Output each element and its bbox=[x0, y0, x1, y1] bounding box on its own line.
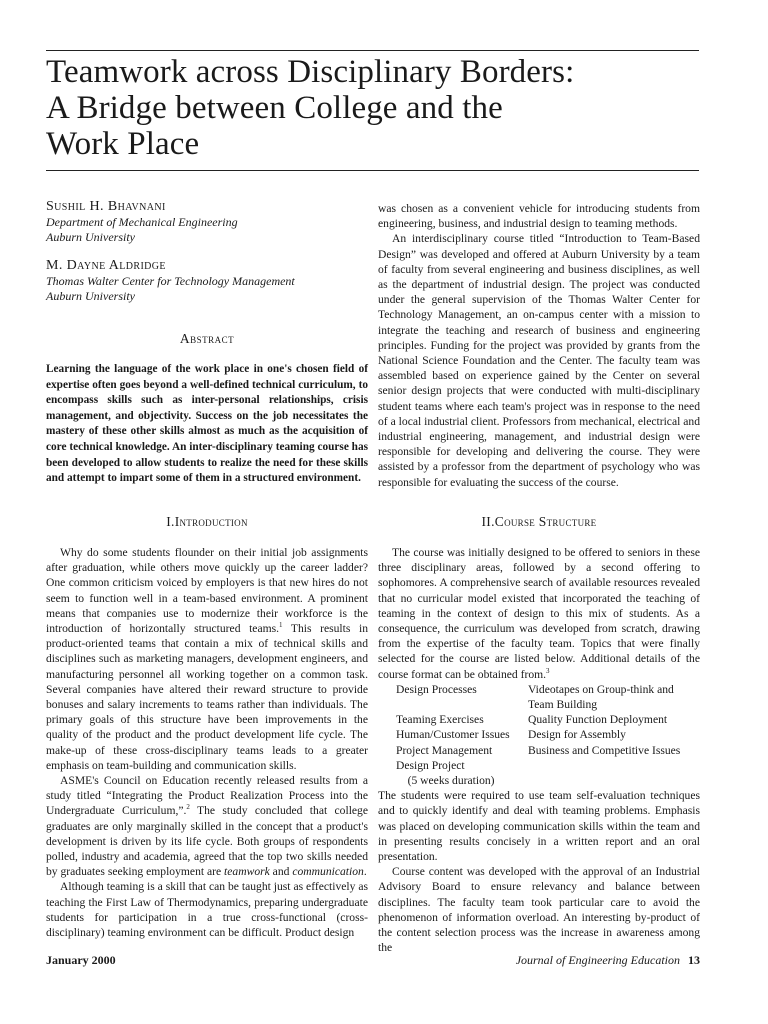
author-name: Sushil H. Bhavnani bbox=[46, 199, 166, 214]
top-rule bbox=[46, 50, 699, 51]
right-column-intro bbox=[378, 201, 700, 490]
title-line-2: A Bridge between College and the bbox=[46, 90, 503, 126]
footer-date: January 2000 bbox=[46, 953, 116, 967]
reference-marker[interactable]: 2 bbox=[186, 803, 190, 812]
section-body-course-structure bbox=[378, 545, 700, 955]
paragraph-text: The course was initially designed to be offered to seniors in these three disciplinary areas, followed by a second offering to sophomores. A comprehensive search of available resources revealed that no curricular model existed that incorporated the teaching of teaming in the context of design to this mix of students. As a consequence, the curriculum was developed from scratch, drawing from the expertise of the faculty team. Topics that were finally selected for the course are listed below. Additional details of the course format can be obtained from. bbox=[378, 546, 700, 681]
topic: (5 weeks duration) bbox=[396, 774, 495, 788]
topic: Human/Customer Issues bbox=[396, 728, 510, 742]
footer-journal bbox=[516, 953, 700, 968]
section-heading-course-structure bbox=[378, 514, 700, 530]
topic: Design for Assembly bbox=[528, 728, 626, 742]
author-department: Department of Mechanical Engineering bbox=[46, 215, 238, 229]
paragraph: An interdisciplinary course titled “Introduction to Team-Based Design” was developed and offered at Auburn University by a team of faculty from several engineering and business disciplines, as well as the department of industrial design. The project was conducted under the general supervision of the Thomas Walter Center for Technology Management, an on-campus center with a mission to integrate the teaching and research of business and engineering principles. Funding for the project was provided by grants from the National Science Foundation and the Center. The faculty team was assembled based on experience gained by the Center on several senior design projects that were conducted with multi-disciplinary student teams where each team's project was in response to the need of a local industrial client. Professors from mechanical, electrical and industrial engineering, management, and industrial design were responsible for developing and delivering the course. They were assisted by a professor from the department of psychology who was responsible for evaluating the success of the course. bbox=[378, 232, 700, 489]
paragraph-text: This results in product-oriented teams that contain a mix of technical skills and disciplines such as marketing managers, development engineers, and manufacturing personnel all working together on a common task. Several companies have altered their reward structure to provide bonuses and salary increments to teams rather than individuals. The primary goals of this structure have been improvements in the quality of the product and the product development life cycle. The make-up of these cross-disciplinary teams leads to a greater emphasis on team-building and communication skills. bbox=[46, 622, 368, 772]
list-item bbox=[396, 727, 700, 742]
topic: Design Project bbox=[396, 758, 465, 772]
paragraph: The students were required to use team self-evaluation techniques and to quickly identify and deal with teaming problems. Emphasis was placed on developing communication skills within the team and in presenting results concisely in a written report and an oral presentation. bbox=[378, 789, 700, 864]
emphasis: communication bbox=[292, 865, 364, 879]
topic: Teaming Exercises bbox=[396, 713, 484, 727]
list-item bbox=[396, 758, 700, 773]
list-item bbox=[396, 682, 700, 697]
topic: Design Processes bbox=[396, 682, 477, 696]
section-heading-introduction bbox=[46, 514, 368, 530]
title-line-1: Teamwork across Disciplinary Borders: bbox=[46, 54, 575, 90]
section-title: Introduction bbox=[174, 514, 248, 529]
author-name: M. Dayne Aldridge bbox=[46, 258, 166, 273]
paragraph-text: The study concluded that college graduates are only marginally skilled in the concept that a product's development is driven by its life cycle. Both groups of respondents polled, industry and academia, agreed that the top two skills needed by graduates seeking employment are bbox=[46, 804, 369, 879]
left-column bbox=[46, 198, 368, 487]
paragraph-text: . bbox=[363, 865, 367, 879]
abstract-text: Learning the language of the work place in one's chosen field of expertise often goes beyond a well-defined technical curriculum, to encompass skills such as inter-personal relationships, crisis management, and objectivity. Success on the job necessitates the mastery of these other skills almost as much as the acquisition of core technical knowledge. An inter-disciplinary teaming course has been developed to allow students to realize the need for these skills and attempt to impart some of them in a structured environment. bbox=[46, 363, 368, 485]
section-number: II. bbox=[481, 514, 495, 529]
paragraph-text: and bbox=[269, 865, 293, 879]
list-item bbox=[396, 697, 700, 712]
title-line-3: Work Place bbox=[46, 126, 200, 162]
topic: Team Building bbox=[528, 698, 598, 712]
list-item bbox=[396, 773, 700, 788]
topic: Videotapes on Group-think and bbox=[528, 682, 674, 696]
topic: Business and Competitive Issues bbox=[528, 743, 681, 757]
author-block-1 bbox=[46, 198, 368, 245]
list-item bbox=[396, 743, 700, 758]
title-bottom-rule bbox=[46, 170, 699, 171]
section-body-introduction bbox=[46, 545, 368, 940]
paragraph bbox=[46, 545, 368, 773]
author-institution: Auburn University bbox=[46, 289, 135, 303]
topic-list bbox=[396, 682, 700, 788]
section-number: I. bbox=[166, 514, 175, 529]
paragraph: Although teaming is a skill that can be taught just as effectively as teaching the First Law of Thermodynamics, preparing undergraduate students for participation in a true cross-functional (cross-disciplinary) teaming environment can be difficult. Product design bbox=[46, 880, 368, 940]
topic bbox=[528, 773, 700, 788]
paragraph-text: ASME's Council on Education recently released results from a study titled “Integrating the Product Realization Process into the Undergraduate Curriculum,”. bbox=[46, 774, 368, 818]
paragraph bbox=[378, 545, 700, 682]
abstract-heading: Abstract bbox=[179, 331, 235, 346]
emphasis: teamwork bbox=[224, 865, 270, 879]
page-number: 13 bbox=[688, 953, 700, 967]
journal-name: Journal of Engineering Education bbox=[515, 953, 680, 967]
paper-title bbox=[46, 54, 706, 162]
paragraph bbox=[46, 773, 368, 879]
list-item bbox=[396, 712, 700, 727]
author-department: Thomas Walter Center for Technology Management bbox=[46, 274, 295, 288]
author-institution: Auburn University bbox=[46, 230, 135, 244]
topic bbox=[396, 697, 528, 712]
reference-marker[interactable]: 1 bbox=[279, 621, 283, 630]
author-block-2 bbox=[46, 257, 368, 304]
paragraph: Course content was developed with the approval of an Industrial Advisory Board to ensure relevancy and balance between disciplines. The faculty team took particular care to avoid the phenomenon of information overload. An interesting by-product of the content selection process was the increase in awareness among the bbox=[378, 865, 700, 955]
section-title: Course Structure bbox=[494, 514, 597, 529]
topic: Project Management bbox=[396, 743, 493, 757]
topic: Quality Function Deployment bbox=[528, 713, 668, 727]
topic bbox=[528, 758, 700, 773]
reference-marker[interactable]: 3 bbox=[546, 666, 550, 675]
paragraph: was chosen as a convenient vehicle for introducing students from engineering, business, and industrial design to teaming methods. bbox=[378, 202, 700, 231]
paragraph-text: Why do some students flounder on their initial job assignments after graduation, while others move quickly up the career ladder? One common criticism voiced by employers is that new hires do not seem to function well in a team-based environment. A prominent means that companies use to modernize their workforce is the introduction of horizontally structured teams. bbox=[46, 546, 368, 636]
